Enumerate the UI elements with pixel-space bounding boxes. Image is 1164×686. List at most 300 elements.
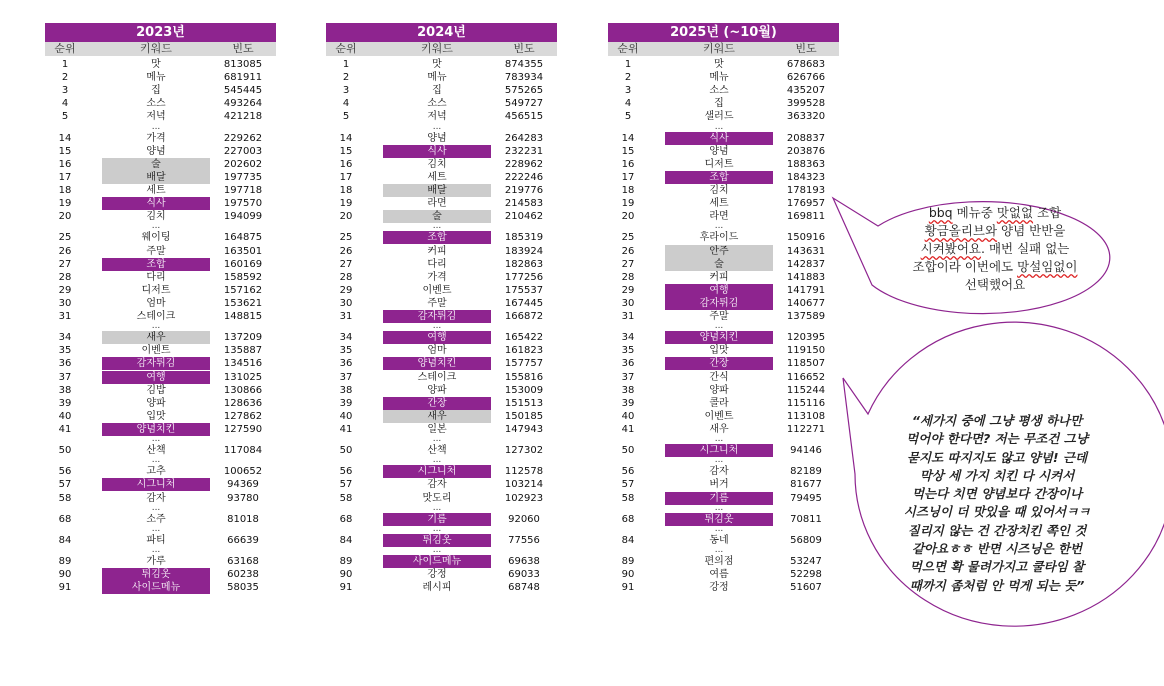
keyword-cell: 여행: [383, 331, 491, 344]
keyword-cell: 이벤트: [704, 410, 734, 422]
frequency-cell: 363320: [786, 111, 826, 123]
rank-cell: 90: [621, 569, 635, 581]
frequency-cell: 63168: [227, 556, 259, 568]
rank-cell: 40: [621, 410, 635, 422]
keyword-cell: 다리: [146, 271, 166, 283]
keyword-cell: 김밥: [146, 384, 166, 396]
frequency-cell: 228962: [504, 158, 544, 170]
frequency-cell: 197570: [223, 198, 263, 210]
frequency-cell: 210462: [504, 211, 544, 223]
keyword-cell: 양념: [427, 132, 447, 144]
keyword-cell: 시그니처: [383, 465, 491, 478]
rank-cell: 15: [621, 145, 635, 157]
frequency-cell: 130866: [223, 384, 263, 396]
rank-cell: 36: [58, 358, 72, 370]
frequency-cell: 421218: [223, 111, 263, 123]
rank-cell: 17: [58, 171, 72, 183]
quote1-line: 조합이라 이번에도 망설임없이: [912, 259, 1078, 274]
ellipsis: ...: [714, 455, 724, 466]
rank-cell: 89: [58, 556, 72, 568]
rank-cell: 57: [58, 479, 72, 491]
header-rank: 순위: [54, 42, 76, 55]
ellipsis: ...: [432, 502, 442, 513]
keyword-cell: 감자튀김: [102, 357, 210, 370]
rank-cell: 2: [624, 72, 632, 84]
keyword-cell: 튀김옷: [383, 534, 491, 547]
rank-cell: 14: [621, 132, 635, 144]
keyword-cell: 사이드메뉴: [383, 555, 491, 568]
keyword-cell: 간장: [665, 357, 773, 370]
rank-cell: 26: [621, 245, 635, 257]
keyword-cell: 맛: [714, 59, 724, 70]
keyword-cell: 세트: [146, 185, 166, 196]
keyword-cell: 조합: [102, 258, 210, 271]
quote2-line: 묻지도 따지지도 않고 양념! 근데: [906, 449, 1088, 465]
frequency-cell: 58035: [227, 582, 259, 594]
rank-cell: 5: [624, 111, 632, 123]
keyword-cell: 감자튀김: [383, 310, 491, 323]
frequency-cell: 53247: [790, 556, 822, 568]
frequency-cell: 116652: [786, 371, 826, 383]
frequency-cell: 399528: [786, 98, 826, 110]
rank-cell: 84: [621, 534, 635, 546]
rank-cell: 16: [621, 158, 635, 170]
keyword-cell: 간장: [383, 397, 491, 410]
keyword-cell: 레시피: [422, 582, 452, 594]
keyword-cell: 여름: [709, 569, 729, 581]
keyword-cell: 감자: [146, 492, 166, 504]
rank-cell: 38: [339, 384, 353, 396]
rank-cell: 18: [339, 185, 353, 196]
rank-cell: 91: [339, 582, 353, 594]
ellipsis: ...: [432, 545, 442, 555]
frequency-cell: 81677: [790, 479, 822, 491]
header-freq: 빈도: [513, 42, 535, 55]
rank-cell: 58: [339, 492, 353, 504]
frequency-cell: 678683: [786, 59, 826, 70]
frequency-cell: 103214: [504, 479, 544, 491]
keyword-cell: 커피: [427, 245, 447, 257]
frequency-cell: 134516: [223, 358, 263, 370]
rank-cell: 37: [58, 371, 72, 383]
keyword-cell: 후라이드: [699, 232, 739, 244]
rank-cell: 36: [339, 358, 353, 370]
keyword-cell: 양념: [146, 145, 166, 157]
table-title: 2024년: [326, 23, 557, 42]
frequency-cell: 435207: [786, 85, 826, 97]
frequency-cell: 184323: [786, 171, 826, 183]
ellipsis: ...: [432, 455, 442, 466]
frequency-cell: 69033: [508, 569, 540, 581]
frequency-cell: 874355: [504, 59, 544, 70]
ellipsis: ...: [432, 221, 442, 232]
keyword-cell: 기름: [665, 492, 773, 505]
frequency-cell: 681911: [223, 72, 263, 84]
frequency-cell: 100652: [223, 466, 263, 478]
ellipsis: ...: [714, 523, 724, 534]
rank-cell: 4: [342, 98, 350, 110]
keyword-cell: 입맛: [146, 410, 166, 422]
frequency-cell: 222246: [504, 171, 544, 183]
rank-cell: 34: [621, 332, 635, 344]
header-freq: 빈도: [232, 42, 254, 55]
rank-cell: 14: [339, 132, 353, 144]
quote2-line: 때까지 좀처럼 안 먹게 되는 듯”: [909, 577, 1085, 593]
frequency-cell: 164875: [223, 232, 263, 244]
frequency-cell: 119150: [786, 345, 826, 357]
keyword-cell: 입맛: [709, 345, 729, 357]
frequency-cell: 137589: [786, 311, 826, 322]
frequency-cell: 60238: [227, 569, 259, 581]
frequency-cell: 81018: [227, 513, 259, 525]
frequency-cell: 182863: [504, 258, 544, 270]
keyword-cell: 메뉴: [146, 72, 166, 84]
quote2-line: 먹는다 치면 양념보다 간장이나: [911, 486, 1083, 502]
rank-cell: 18: [621, 185, 635, 196]
header-keyword: 키워드: [421, 42, 453, 55]
rank-cell: 4: [61, 98, 69, 110]
keyword-cell: 산책: [146, 445, 166, 457]
rank-cell: 5: [342, 111, 350, 123]
rank-cell: 56: [339, 466, 353, 478]
keyword-cell: 버거: [709, 479, 729, 491]
keyword-cell: 디저트: [141, 284, 171, 296]
rank-cell: 29: [339, 284, 353, 296]
frequency-cell: 66639: [227, 534, 259, 546]
frequency-cell: 813085: [223, 59, 263, 70]
keyword-cell: 양파: [146, 397, 166, 409]
frequency-cell: 202602: [223, 158, 263, 170]
frequency-cell: 219776: [504, 185, 544, 196]
keyword-cell: 주말: [709, 311, 729, 322]
rank-cell: 15: [339, 145, 353, 157]
frequency-cell: 197735: [223, 171, 263, 183]
quote-bubble-2-text: [866, 412, 1128, 595]
rank-cell: 57: [339, 479, 353, 491]
frequency-cell: 51607: [790, 582, 822, 594]
frequency-cell: 183924: [504, 245, 544, 257]
frequency-cell: 456515: [504, 111, 544, 123]
keyword-cell: 감자: [427, 479, 447, 491]
frequency-cell: 94146: [790, 445, 822, 457]
rank-cell: 50: [58, 445, 72, 457]
keyword-cell: 강정: [709, 582, 729, 594]
keyword-cell: 조합: [383, 231, 491, 244]
keyword-cell: 양념치킨: [665, 331, 773, 344]
frequency-cell: 185319: [504, 232, 544, 244]
ellipsis: ...: [714, 434, 724, 444]
keyword-cell: 엄마: [427, 345, 447, 357]
rank-cell: 16: [58, 158, 72, 170]
frequency-cell: 93780: [227, 492, 259, 504]
frequency-cell: 208837: [786, 132, 826, 144]
rank-cell: 40: [58, 410, 72, 422]
ellipsis: ...: [151, 455, 161, 466]
quote2-line: 먹어야 한다면? 저는 무조건 그냥: [906, 431, 1088, 447]
keyword-cell: 양념: [709, 145, 729, 157]
rank-cell: 40: [339, 410, 353, 422]
keyword-cell: 튀김옷: [665, 513, 773, 526]
keyword-cell: 이벤트: [141, 345, 171, 357]
ellipsis: ...: [151, 502, 161, 513]
frequency-cell: 141883: [786, 271, 826, 283]
rank-cell: 58: [621, 492, 635, 504]
rank-cell: 28: [621, 271, 635, 283]
keyword-cell: 동네: [709, 534, 729, 546]
rank-cell: 2: [342, 72, 350, 84]
rank-cell: 35: [58, 345, 72, 357]
frequency-cell: 127590: [223, 423, 263, 435]
ellipsis: ...: [432, 121, 442, 132]
frequency-cell: 117084: [223, 445, 263, 457]
rank-cell: 31: [58, 311, 72, 322]
keyword-cell: 샐러드: [704, 111, 734, 123]
rank-cell: 16: [339, 158, 353, 170]
frequency-cell: 167445: [504, 297, 544, 309]
rank-cell: 17: [339, 171, 353, 183]
frequency-cell: 150916: [786, 232, 826, 244]
rank-cell: 37: [339, 371, 353, 383]
keyword-cell: 맛도리: [422, 492, 452, 504]
frequency-cell: 112271: [786, 423, 826, 435]
rank-cell: 30: [621, 297, 635, 309]
keyword-cell: 스테이크: [417, 371, 457, 383]
frequency-cell: 194099: [223, 211, 263, 223]
keyword-cell: 가격: [427, 271, 447, 283]
frequency-cell: 197718: [223, 185, 263, 196]
rank-cell: 84: [339, 534, 353, 546]
rank-cell: 18: [58, 185, 72, 196]
frequency-cell: 264283: [504, 132, 544, 144]
keyword-cell: 새우: [383, 410, 491, 423]
ellipsis: ...: [714, 121, 724, 132]
frequency-cell: 157757: [504, 358, 544, 370]
rank-cell: 50: [339, 445, 353, 457]
rank-cell: 25: [621, 232, 635, 244]
rank-cell: 31: [621, 311, 635, 322]
frequency-cell: 137209: [223, 332, 263, 344]
frequency-cell: 229262: [223, 132, 263, 144]
rank-cell: 25: [339, 232, 353, 244]
rank-cell: 38: [621, 384, 635, 396]
frequency-cell: 135887: [223, 345, 263, 357]
rank-cell: 3: [61, 85, 69, 97]
rank-cell: 89: [621, 556, 635, 568]
keyword-cell: 주말: [146, 245, 166, 257]
frequency-cell: 77556: [508, 534, 540, 546]
rank-cell: 19: [339, 198, 353, 210]
frequency-cell: 148815: [223, 311, 263, 322]
keyword-cell: 배달: [102, 171, 210, 184]
keyword-cell: 메뉴: [427, 72, 447, 84]
rank-cell: 38: [58, 384, 72, 396]
frequency-cell: 120395: [786, 332, 826, 344]
keyword-cell: 편의점: [704, 556, 734, 568]
quote2-line: 같아요ㅎㅎ 반면 시즈닝은 한번: [911, 541, 1083, 557]
frequency-cell: 150185: [504, 410, 544, 422]
frequency-cell: 493264: [223, 98, 263, 110]
ellipsis: ...: [151, 545, 161, 555]
rank-cell: 20: [621, 211, 635, 223]
rank-cell: 27: [339, 258, 353, 270]
ellipsis: ...: [151, 221, 161, 232]
frequency-cell: 82189: [790, 466, 822, 478]
frequency-cell: 142837: [786, 258, 826, 270]
ellipsis: ...: [432, 523, 442, 534]
rank-cell: 29: [621, 284, 635, 296]
frequency-cell: 203876: [786, 145, 826, 157]
frequency-cell: 157162: [223, 284, 263, 296]
quote1-line: 황금올리브와 양념 반반을: [924, 223, 1066, 238]
rank-cell: 68: [339, 513, 353, 525]
keyword-cell: 스테이크: [136, 311, 176, 322]
rank-cell: 20: [58, 211, 72, 223]
frequency-cell: 115244: [786, 384, 826, 396]
frequency-cell: 783934: [504, 72, 544, 84]
header-keyword: 키워드: [140, 42, 172, 55]
frequency-cell: 161823: [504, 345, 544, 357]
keyword-cell: 맛: [151, 59, 161, 70]
rank-cell: 91: [58, 582, 72, 594]
keyword-cell: 소스: [146, 98, 166, 110]
quote1-line: bbq 메뉴중 맛없없 조합: [928, 205, 1062, 220]
header-rank: 순위: [617, 42, 639, 55]
quote1-line: 선택했어요: [964, 277, 1026, 292]
rank-cell: 27: [58, 258, 72, 270]
keyword-cell: 튀김옷: [102, 568, 210, 581]
frequency-cell: 151513: [504, 397, 544, 409]
frequency-cell: 227003: [223, 145, 263, 157]
keyword-cell: 술: [383, 210, 491, 223]
keyword-cell: 양념치킨: [383, 357, 491, 370]
frequency-cell: 165422: [504, 332, 544, 344]
keyword-cell: 여행: [665, 284, 773, 297]
keyword-cell: 소주: [146, 513, 166, 525]
frequency-cell: 70811: [790, 513, 822, 525]
rank-cell: 20: [339, 211, 353, 223]
keyword-cell: 산책: [427, 445, 447, 457]
table-title: 2023년: [45, 23, 276, 42]
rank-cell: 89: [339, 556, 353, 568]
rank-cell: 39: [58, 397, 72, 409]
keyword-cell: 새우: [102, 331, 210, 344]
quote2-line: 질리지 않는 건 간장치킨 쪽인 것: [907, 522, 1087, 538]
ellipsis: ...: [714, 221, 724, 232]
keyword-cell: 웨이팅: [141, 232, 171, 244]
keyword-cell: 파티: [146, 534, 166, 546]
frequency-cell: 153621: [223, 297, 263, 309]
rank-cell: 34: [339, 332, 353, 344]
rank-cell: 1: [624, 59, 632, 70]
frequency-cell: 175537: [504, 284, 544, 296]
keyword-cell: 새우: [709, 423, 729, 435]
frequency-cell: 69638: [508, 556, 540, 568]
frequency-cell: 52298: [790, 569, 822, 581]
quote-bubble-1-text: [880, 204, 1110, 294]
header-keyword: 키워드: [703, 42, 735, 55]
rank-cell: 35: [339, 345, 353, 357]
keyword-cell: 식사: [383, 145, 491, 158]
rank-cell: 3: [342, 85, 350, 97]
frequency-cell: 113108: [786, 410, 826, 422]
frequency-cell: 166872: [504, 311, 544, 322]
keyword-cell: 콜라: [709, 397, 729, 409]
frequency-cell: 127862: [223, 410, 263, 422]
frequency-cell: 178193: [786, 185, 826, 196]
rank-cell: 68: [58, 513, 72, 525]
rank-cell: 26: [58, 245, 72, 257]
keyword-cell: 엄마: [146, 297, 166, 309]
rank-cell: 30: [58, 297, 72, 309]
frequency-cell: 131025: [223, 371, 263, 383]
rank-cell: 28: [58, 271, 72, 283]
frequency-cell: 143631: [786, 245, 826, 257]
rank-cell: 39: [621, 397, 635, 409]
header-freq: 빈도: [795, 42, 817, 55]
rank-cell: 41: [339, 423, 353, 435]
ellipsis: ...: [151, 523, 161, 534]
frequency-cell: 68748: [508, 582, 540, 594]
frequency-cell: 177256: [504, 271, 544, 283]
rank-cell: 15: [58, 145, 72, 157]
keyword-cell: 간식: [709, 371, 729, 383]
rank-cell: 4: [624, 98, 632, 110]
keyword-cell: 양파: [709, 384, 729, 396]
frequency-cell: 626766: [786, 72, 826, 84]
keyword-cell: 저녁: [427, 111, 447, 123]
rank-cell: 90: [339, 569, 353, 581]
rank-cell: 2: [61, 72, 69, 84]
rank-cell: 29: [58, 284, 72, 296]
rank-cell: 91: [621, 582, 635, 594]
rank-cell: 25: [58, 232, 72, 244]
keyword-cell: 식사: [665, 132, 773, 145]
ellipsis: ...: [714, 321, 724, 332]
keyword-cell: 집: [151, 85, 161, 97]
frequency-cell: 188363: [786, 158, 826, 170]
rank-cell: 90: [58, 569, 72, 581]
keyword-cell: 라면: [427, 198, 447, 210]
keyword-cell: 술: [102, 158, 210, 171]
frequency-cell: 127302: [504, 445, 544, 457]
keyword-cell: 안주: [665, 245, 773, 258]
frequency-cell: 147943: [504, 423, 544, 435]
frequency-cell: 232231: [504, 145, 544, 157]
frequency-cell: 176957: [786, 198, 826, 210]
rank-cell: 1: [342, 59, 350, 70]
keyword-cell: 조합: [665, 171, 773, 184]
ellipsis: ...: [151, 121, 161, 132]
frequency-cell: 115116: [786, 397, 826, 409]
frequency-cell: 94369: [227, 479, 259, 491]
ellipsis: ...: [432, 321, 442, 332]
frequency-cell: 92060: [508, 513, 540, 525]
rank-cell: 56: [58, 466, 72, 478]
frequency-cell: 79495: [790, 492, 822, 504]
ellipsis: ...: [714, 502, 724, 513]
rank-cell: 57: [621, 479, 635, 491]
frequency-cell: 141791: [786, 284, 826, 296]
keyword-cell: 다리: [427, 258, 447, 270]
rank-cell: 84: [58, 534, 72, 546]
frequency-cell: 153009: [504, 384, 544, 396]
rank-cell: 17: [621, 171, 635, 183]
ellipsis: ...: [432, 434, 442, 444]
frequency-cell: 112578: [504, 466, 544, 478]
keyword-cell: 감자: [709, 466, 729, 478]
rank-cell: 5: [61, 111, 69, 123]
rank-cell: 3: [624, 85, 632, 97]
